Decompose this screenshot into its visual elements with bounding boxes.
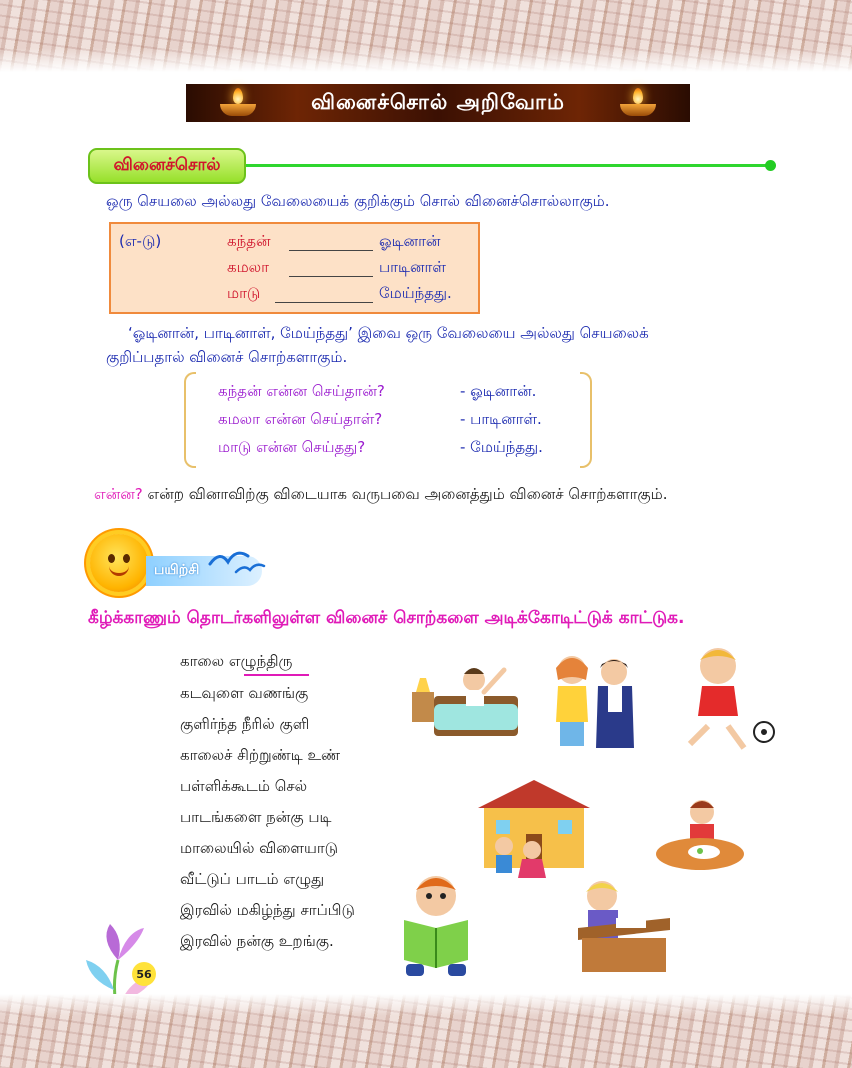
decorative-footer-band bbox=[0, 994, 852, 1068]
boy-doing-homework-illustration bbox=[572, 872, 676, 974]
qa-row bbox=[184, 382, 592, 404]
qa-row bbox=[184, 438, 592, 460]
example-box bbox=[109, 222, 480, 314]
qa-question: மாடு என்ன செய்தது? bbox=[218, 438, 366, 456]
boy-eating-illustration bbox=[654, 796, 746, 874]
qa-answer: - மேய்ந்தது. bbox=[460, 438, 543, 456]
example-subject: கமலா bbox=[227, 258, 269, 276]
question-answer-block bbox=[184, 370, 592, 470]
summary-highlight: என்ன? bbox=[94, 485, 143, 503]
explanation-line-1: ‘ஓடினான், பாடினாள், மேய்ந்தது’ இவை ஒரு வேலையை அல்லது செயலைக் bbox=[128, 324, 649, 342]
page-title-banner bbox=[186, 84, 690, 122]
summary-text bbox=[94, 485, 668, 505]
example-verb: பாடினாள் bbox=[379, 258, 446, 276]
list-item: வீட்டுப் பாடம் எழுது bbox=[180, 870, 325, 888]
definition-text: ஒரு செயலை அல்லது வேலையைக் குறிக்கும் சொல் வினைச்சொல்லாகும். bbox=[106, 192, 610, 210]
list-item: குளிர்ந்த நீரில் குளி bbox=[180, 715, 310, 733]
qa-answer: - ஓடினான். bbox=[460, 382, 537, 400]
section-divider-line bbox=[246, 164, 770, 167]
verb-underline bbox=[244, 674, 309, 676]
list-item: மாலையில் விளையாடு bbox=[180, 839, 339, 857]
school-children-illustration bbox=[474, 776, 594, 880]
section-divider-dot bbox=[765, 160, 776, 171]
list-item: பள்ளிக்கூடம் செல் bbox=[180, 777, 308, 795]
decorative-header-band bbox=[0, 0, 852, 72]
example-blank-line bbox=[289, 250, 373, 251]
list-item: பாடங்களை நன்கு படி bbox=[180, 808, 332, 826]
example-label: (எ-டு) bbox=[119, 232, 162, 250]
exercise-instruction: கீழ்க்காணும் தொடர்களிலுள்ள வினைச் சொற்களை அடிக்கோடிட்டுக் காட்டுக. bbox=[88, 608, 685, 628]
example-row bbox=[111, 258, 482, 280]
qa-row bbox=[184, 410, 592, 432]
oil-lamp-icon bbox=[616, 92, 660, 116]
page-number: 56 bbox=[132, 962, 156, 986]
list-item: கடவுளை வணங்கு bbox=[180, 684, 309, 702]
example-verb: ஓடினான் bbox=[379, 232, 441, 250]
example-row bbox=[111, 232, 482, 254]
smiling-sun-icon bbox=[90, 534, 148, 592]
section-label: வினைச்சொல் bbox=[113, 155, 221, 175]
list-item: இரவில் மகிழ்ந்து சாப்பிடு bbox=[180, 901, 355, 919]
example-blank-line bbox=[289, 276, 373, 277]
page-title: வினைச்சொல் அறிவோம் bbox=[311, 89, 565, 114]
children-praying-illustration bbox=[542, 650, 648, 748]
boy-reading-book-illustration bbox=[398, 872, 474, 978]
list-item: காலைச் சிற்றுண்டி உண் bbox=[180, 746, 341, 764]
qa-question: கந்தன் என்ன செய்தான்? bbox=[218, 382, 385, 400]
oil-lamp-icon bbox=[216, 92, 260, 116]
qa-answer: - பாடினாள். bbox=[460, 410, 542, 428]
summary-rest: என்ற வினாவிற்கு விடையாக வருபவை அனைத்தும் வினைச் சொற்களாகும். bbox=[147, 485, 668, 503]
practice-label: பயிற்சி bbox=[154, 562, 200, 578]
list-item: இரவில் நன்கு உறங்கு. bbox=[180, 932, 334, 950]
example-blank-line bbox=[275, 302, 373, 303]
example-subject: மாடு bbox=[227, 284, 261, 302]
list-item: காலை எழுந்திரு bbox=[180, 652, 293, 670]
qa-question: கமலா என்ன செய்தாள்? bbox=[218, 410, 383, 428]
example-verb: மேய்ந்தது. bbox=[379, 284, 452, 302]
example-subject: கந்தன் bbox=[227, 232, 271, 250]
boy-waking-up-illustration bbox=[412, 656, 520, 738]
example-row bbox=[111, 284, 482, 306]
section-label-tag bbox=[88, 148, 246, 184]
boy-playing-football-illustration bbox=[672, 644, 776, 754]
explanation-line-2: குறிப்பதால் வினைச் சொற்களாகும். bbox=[106, 348, 348, 366]
birds-icon bbox=[206, 544, 266, 576]
